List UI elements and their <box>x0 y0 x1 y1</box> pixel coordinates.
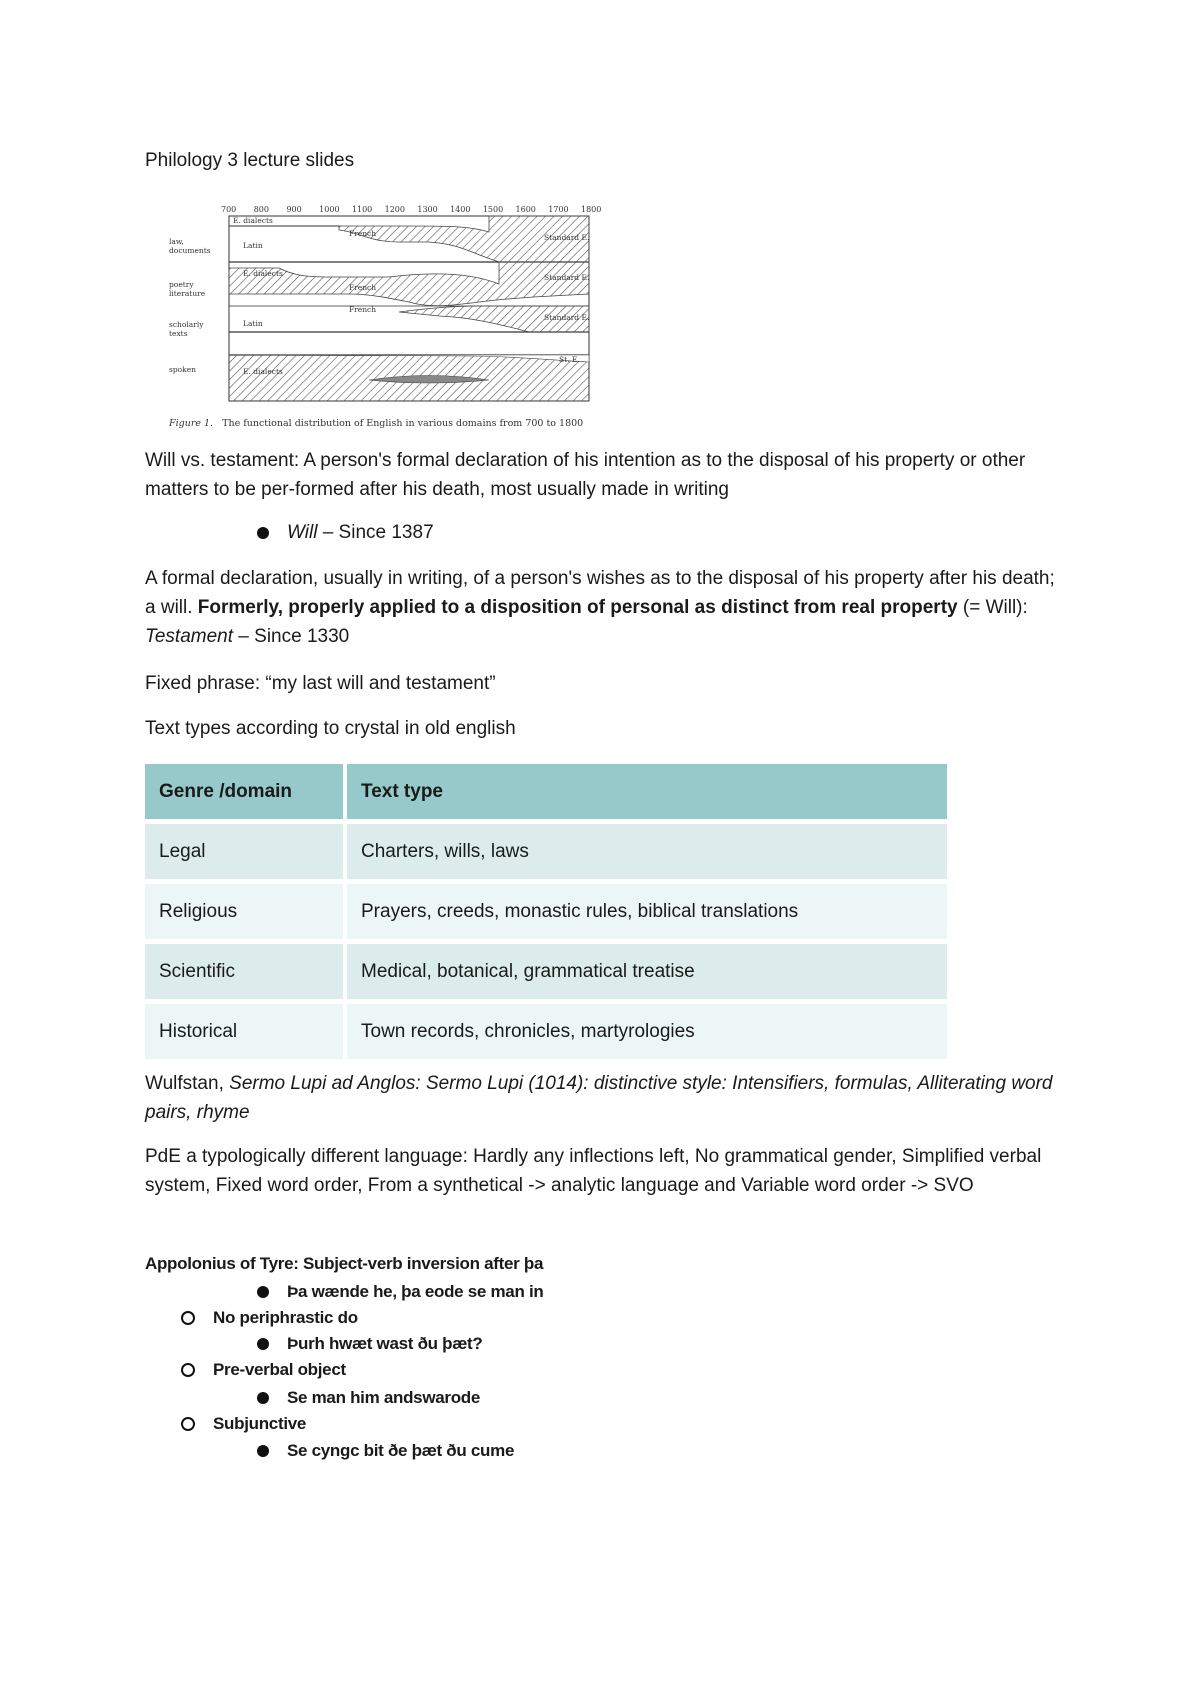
year-tick-label: 1700 <box>548 205 569 214</box>
will-vs-testament-paragraph: Will vs. testament: A person's formal declaration of his intention as to the disposal of his property or other matters to be per-formed after his death, most usually made in writing <box>145 450 1026 500</box>
band-label: French <box>349 229 377 238</box>
svg-text:Figure 1. The function <box>169 418 583 429</box>
list-item <box>257 1436 514 1465</box>
distribution-diagram <box>169 202 709 434</box>
appolonius-heading: Appolonius of Tyre: Subject-verb inversion after þa <box>145 1254 544 1273</box>
year-tick-label: 1500 <box>482 205 504 214</box>
testament-bold: Formerly, properly applied to a disposition of personal as distinct from real property <box>197 597 958 618</box>
table-cell: Medical, botanical, grammatical treatise <box>347 944 947 1004</box>
row-label-scholarly-2: texts <box>169 329 188 338</box>
will-term: Will <box>287 522 318 543</box>
fixed-phrase: Fixed phrase: “my last will and testament” <box>145 673 496 694</box>
band-label: Latin <box>243 319 263 328</box>
wulfstan-paragraph <box>145 1069 1065 1127</box>
list-item <box>181 1409 306 1438</box>
bullet-icon <box>257 1445 269 1457</box>
year-tick-label: 1600 <box>515 205 536 214</box>
list-item-text: No periphrastic do <box>213 1308 358 1327</box>
table-row <box>145 824 947 884</box>
table-header-row <box>145 764 947 824</box>
list-item <box>181 1355 346 1384</box>
table-row <box>145 1004 947 1064</box>
hollow-bullet-icon <box>181 1311 195 1325</box>
testament-since: – Since 1330 <box>233 626 350 647</box>
band-label: E. dialects <box>233 216 273 225</box>
year-tick-label: 900 <box>286 205 302 214</box>
table-row <box>145 944 947 1004</box>
text-types-table <box>145 764 947 1064</box>
table-cell: Prayers, creeds, monastic rules, biblical translations <box>347 884 947 944</box>
band-label: E. dialects <box>243 269 283 278</box>
list-item-text: Þa wænde he, þa eode se man in <box>287 1282 544 1301</box>
bullet-icon <box>257 1392 269 1404</box>
table-header: Text type <box>347 764 947 824</box>
testament-plain: A formal declaration, usually in writing, of a person's wishes as to the disposal of his property after his death; a will. <box>145 568 1055 618</box>
text-types-heading: Text types according to crystal in old english <box>145 718 516 739</box>
band-label: Standard E. <box>544 233 590 242</box>
band-label: Latin <box>243 241 263 250</box>
figure-caption-text: The functional distribution of English in various domains from 700 to 1800 <box>222 418 584 429</box>
list-item-text: Pre-verbal object <box>213 1360 346 1379</box>
table-cell: Scientific <box>145 944 347 1004</box>
row-label-law-1: law, <box>169 237 184 246</box>
functional-distribution-figure <box>169 202 709 434</box>
testament-paragraph <box>145 564 1065 651</box>
list-item-text: Þurh hwæt wast ðu þæt? <box>287 1334 483 1353</box>
list-item-text: Se cyngc bit ðe þæt ðu cume <box>287 1441 515 1460</box>
row-label-law-2: documents <box>169 246 211 255</box>
list-item-text: Subjunctive <box>213 1414 307 1433</box>
table-header: Genre /domain <box>145 764 347 824</box>
wulfstan-italic: Sermo Lupi ad Anglos: Sermo Lupi (1014): distinctive style: Intensifiers, formulas, Alliterating word pairs, rhyme <box>145 1073 1053 1123</box>
testament-after-bold: (= Will): <box>957 597 1028 618</box>
table-cell: Religious <box>145 884 347 944</box>
list-item <box>257 1383 480 1412</box>
figure-caption-label: Figure 1. <box>169 418 214 429</box>
list-item-text: Se man him andswarode <box>287 1388 481 1407</box>
table-row <box>145 884 947 944</box>
band-label: Standard E. <box>544 273 590 282</box>
row-label-spoken: spoken <box>169 365 196 374</box>
year-tick-label: 700 <box>221 205 237 214</box>
table-cell: Town records, chronicles, martyrologies <box>347 1004 947 1064</box>
bullet-icon <box>257 1338 269 1350</box>
list-item <box>257 1329 483 1358</box>
year-tick-label: 1400 <box>450 205 471 214</box>
row-label-poetry-2: literature <box>169 289 206 298</box>
table-cell: Charters, wills, laws <box>347 824 947 884</box>
wulfstan-plain: Wulfstan, <box>145 1073 230 1094</box>
row-label-scholarly-1: scholarly <box>169 320 204 329</box>
bullet-icon <box>257 527 269 539</box>
bullet-icon <box>257 1286 269 1298</box>
pde-paragraph: PdE a typologically different language: Hardly any inflections left, No grammatical gender, Simplified verbal system, Fixed word order, From a synthetical -> analytic language and Variable word order -> SVO <box>145 1146 1042 1196</box>
will-bullet <box>257 518 434 547</box>
band-label: French <box>349 305 377 314</box>
year-tick-label: 1200 <box>384 205 405 214</box>
band-label: French <box>349 283 377 292</box>
year-tick-label: 1800 <box>581 205 602 214</box>
testament-term: Testament <box>145 626 234 647</box>
row-label-poetry-1: poetry <box>169 280 194 289</box>
band-label: Standard E. <box>544 313 590 322</box>
list-item <box>257 1277 543 1306</box>
will-since: – Since 1387 <box>317 522 434 543</box>
hollow-bullet-icon <box>181 1417 195 1431</box>
band-label: E. dialects <box>243 367 283 376</box>
year-tick-label: 1000 <box>319 205 340 214</box>
year-tick-label: 800 <box>253 205 270 214</box>
table-cell: Legal <box>145 824 347 884</box>
table-cell: Historical <box>145 1004 347 1064</box>
page-title: Philology 3 lecture slides <box>145 150 355 171</box>
year-tick-label: 1300 <box>417 205 438 214</box>
year-tick-label: 1100 <box>351 205 373 214</box>
list-item <box>181 1303 358 1332</box>
hollow-bullet-icon <box>181 1363 195 1377</box>
band-label: St. E. <box>559 355 580 364</box>
